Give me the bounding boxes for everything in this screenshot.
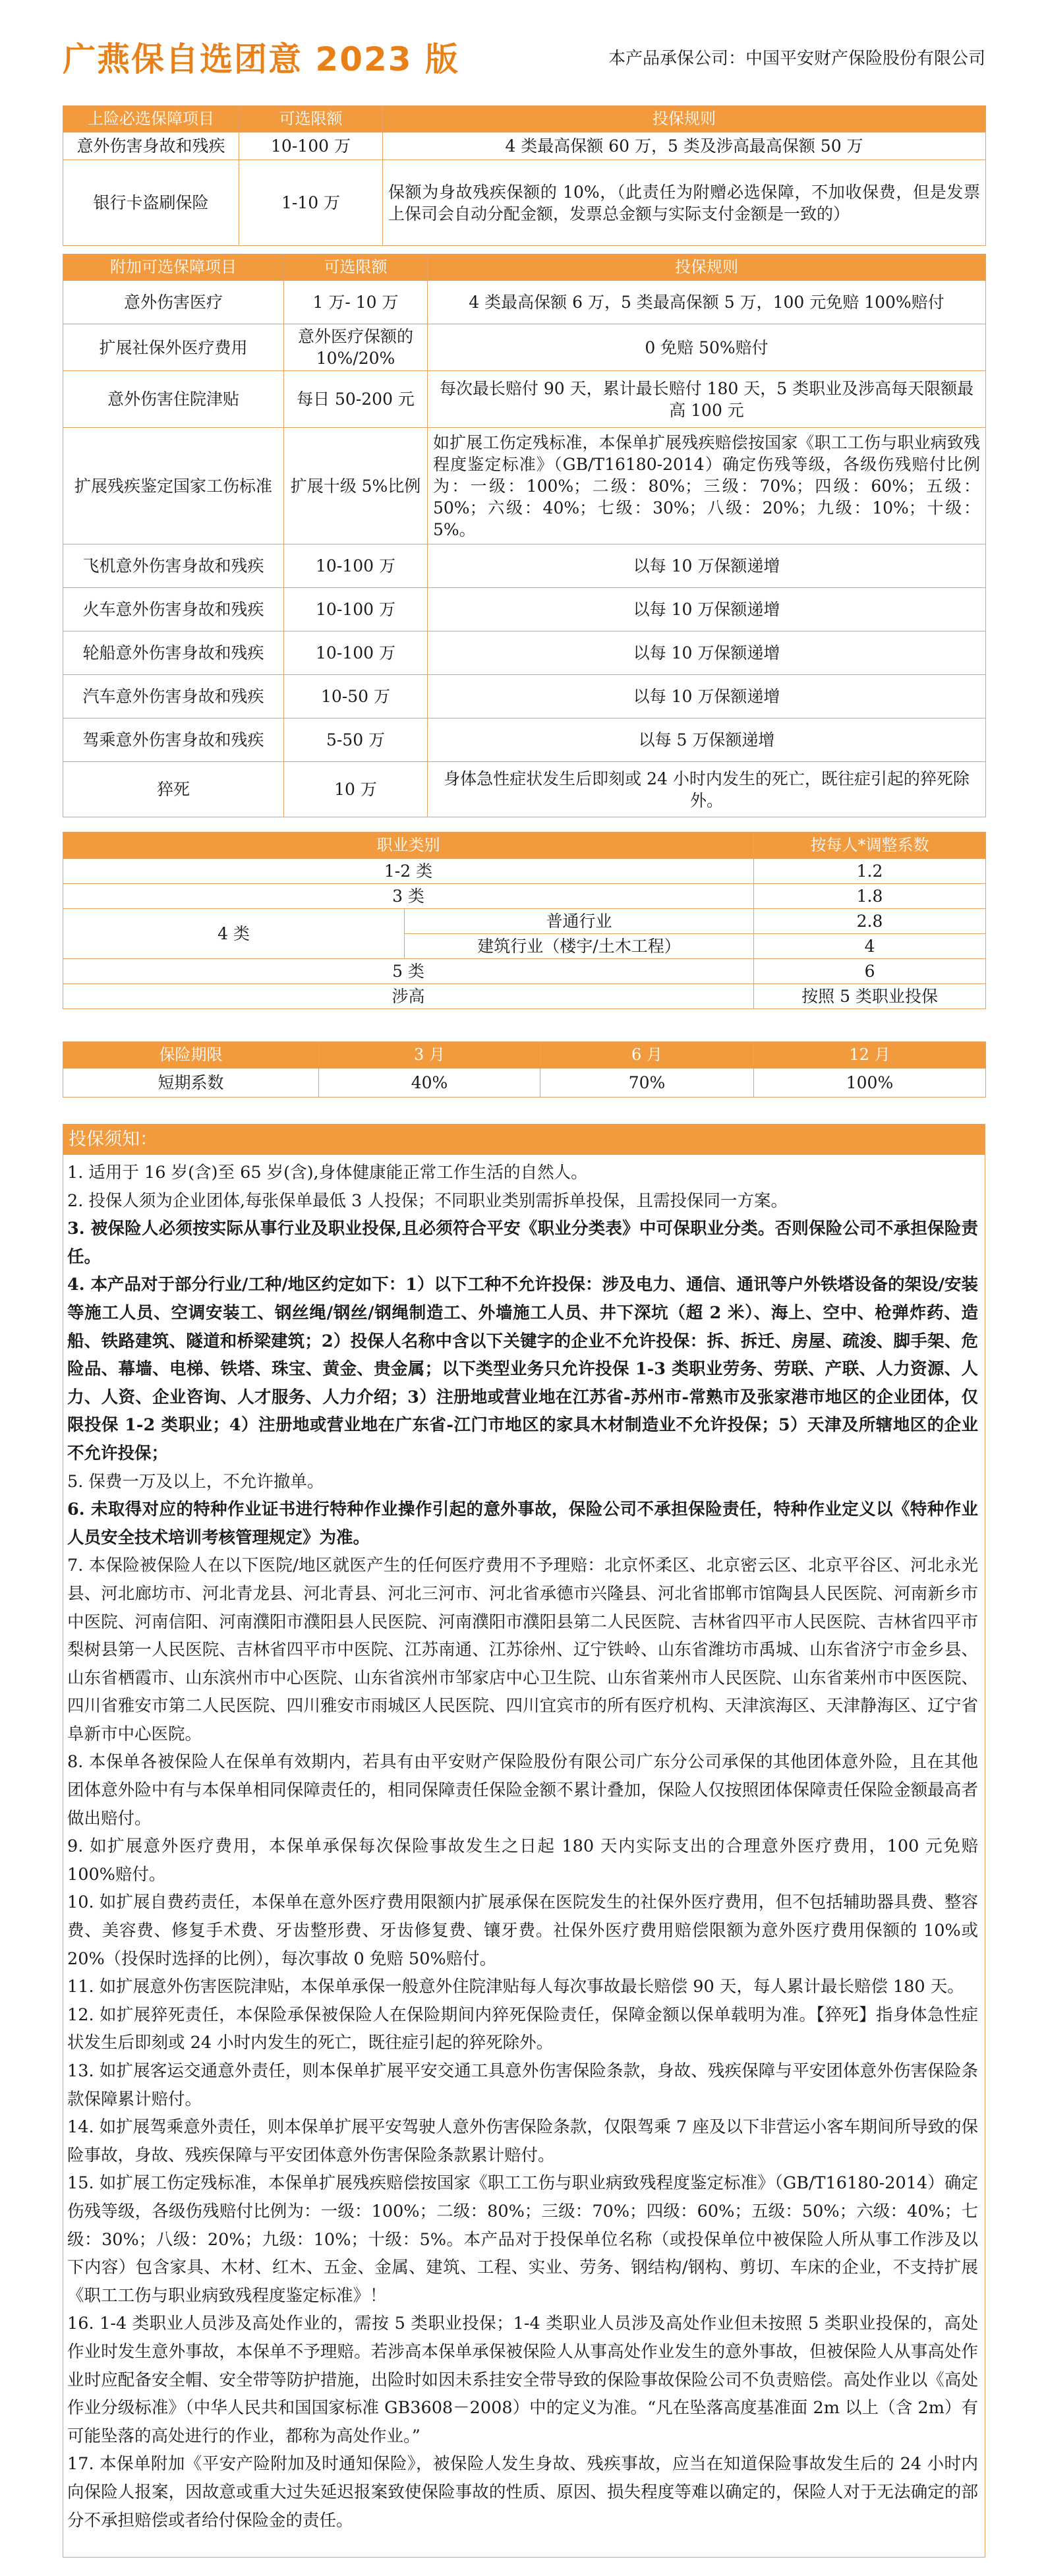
- occupation-class-table: [63, 832, 986, 1009]
- coverage-item: 火车意外伤害身故和残疾: [63, 588, 284, 631]
- coefficient: 4: [754, 934, 986, 959]
- coverage-rule: 以每 10 万保额递增: [428, 675, 986, 718]
- table-row: [63, 762, 986, 817]
- coverage-limit: 10 万: [284, 762, 428, 817]
- table-row: [63, 718, 986, 762]
- coverage-item: 汽车意外伤害身故和残疾: [63, 675, 284, 718]
- coverage-limit: 每日 50-200 元: [284, 371, 428, 428]
- column-header: 3 月: [319, 1042, 540, 1068]
- coverage-limit: 10-100 万: [284, 544, 428, 588]
- table-row: [63, 631, 986, 675]
- coverage-rule: 每次最长赔付 90 天，累计最长赔付 180 天，5 类职业及涉高每天限额最高 100 元: [428, 371, 986, 428]
- table-row: [63, 675, 986, 718]
- coverage-limit: 10-100 万: [284, 588, 428, 631]
- coefficient: 1.2: [754, 859, 986, 884]
- coverage-item: 飞机意外伤害身故和残疾: [63, 544, 284, 588]
- column-header: 可选限额: [239, 106, 383, 132]
- table-row: [63, 324, 986, 371]
- coverage-limit: 意外医疗保额的 10%/20%: [284, 324, 428, 371]
- coverage-rule: 如扩展工伤定残标准，本保单扩展残疾赔偿按国家《职工工伤与职业病致残程度鉴定标准》（GB/T16180-2014）确定伤残等级，各级伤残赔付比例为：一级：100%；二级：80%；三级：70%；四级：60%；五级：50%；六级：40%；七级：30%；八级：20%；九级：10%；十级：5%。: [428, 428, 986, 544]
- table-row: [63, 588, 986, 631]
- coverage-item: 扩展社保外医疗费用: [63, 324, 284, 371]
- coverage-limit: 1 万- 10 万: [284, 281, 428, 324]
- period-coefficient: 40%: [319, 1068, 540, 1098]
- coverage-rule: 4 类最高保额 6 万，5 类最高保额 5 万，100 元免赔 100%赔付: [428, 281, 986, 324]
- occupation-class: 3 类: [63, 884, 754, 909]
- column-header: 6 月: [540, 1042, 754, 1068]
- column-header: 职业类别: [63, 833, 754, 859]
- notice-item: 5. 保费一万及以上，不允许撤单。: [67, 1471, 324, 1492]
- column-header: 保险期限: [63, 1042, 319, 1068]
- coverage-limit: 5-50 万: [284, 718, 428, 762]
- notice-item: 6. 未取得对应的特种作业证书进行特种作业操作引起的意外事故，保险公司不承担保险责任，特种作业定义以《特种作业人员安全技术培训考核管理规定》为准。: [67, 1500, 978, 1548]
- coverage-rule: 保额为身故残疾保额的 10%，（此责任为附赠必选保障，不加收保费，但是发票上保司会自动分配金额，发票总金额与实际支付金额是一致的）: [383, 160, 986, 246]
- notice-item: 13. 如扩展客运交通意外责任，则本保单扩展平安交通工具意外伤害保险条款，身故、残疾保障与平安团体意外伤害保险条款保障累计赔付。: [67, 2061, 978, 2109]
- occupation-class: 4 类: [63, 909, 405, 959]
- coverage-rule: 0 免赔 50%赔付: [428, 324, 986, 371]
- table-row: [63, 1068, 986, 1098]
- coverage-rule: 以每 10 万保额递增: [428, 631, 986, 675]
- notice-body: [63, 1155, 985, 2534]
- notice-item: 17. 本保单附加《平安产险附加及时通知保险》，被保险人发生身故、残疾事故，应当在知道保险事故发生后的 24 小时内向保险人报案，因故意或重大过失延迟报案致使保险事故的性质、原因、损失程度等难以确定的，保险人对于无法确定的部分不承担赔偿或者给付保险金的责任。: [67, 2454, 978, 2531]
- industry-type: 建筑行业（楼宇/土木工程）: [405, 934, 754, 959]
- occupation-class: 涉高: [63, 984, 754, 1009]
- column-header: 12 月: [754, 1042, 986, 1068]
- table-row: [63, 371, 986, 428]
- insurance-notice: [63, 1124, 985, 2558]
- coverage-limit: 10-100 万: [239, 132, 383, 160]
- table-row: [63, 132, 986, 160]
- coverage-item: 银行卡盗刷保险: [63, 160, 239, 246]
- notice-item: 7. 本保险被保险人在以下医院/地区就医产生的任何医疗费用不予理赔：北京怀柔区、北京密云区、北京平谷区、河北永光县、河北廊坊市、河北青龙县、河北青县、河北三河市、河北省承德市兴隆县、河北省邯郸市馆陶县人民医院、河南新乡市中医院、河南信阳、河南濮阳市濮阳县人民医院、河南濮阳市濮阳县第二人民医院、吉林省四平市人民医院、吉林省四平市梨树县第一人民医院、吉林省四平市中医院、江苏南通、江苏徐州、辽宁铁岭、山东省潍坊市禹城、山东省济宁市金乡县、山东省栖霞市、山东滨州市中心医院、山东省滨州市邹家店中心卫生院、山东省莱州市人民医院、山东省莱州市中医医院、四川省雅安市第二人民医院、四川雅安市雨城区人民医院、四川宜宾市的所有医疗机构、天津滨海区、天津静海区、辽宁省阜新市中心医院。: [67, 1556, 978, 1744]
- column-header: 按每人*调整系数: [754, 833, 986, 859]
- table-header-row: [63, 1042, 986, 1068]
- optional-coverage-table: [63, 254, 986, 817]
- notice-heading: 投保须知：: [63, 1125, 985, 1155]
- notice-item: 9. 如扩展意外医疗费用，本保单承保每次保险事故发生之日起 180 天内实际支出的合理意外医疗费用，100 元免赔 100%赔付。: [67, 1836, 978, 1885]
- table-row: [63, 160, 986, 246]
- occupation-class: 1-2 类: [63, 859, 754, 884]
- table-header-row: [63, 254, 986, 281]
- period-label: 短期系数: [63, 1068, 319, 1098]
- coverage-rule: 以每 10 万保额递增: [428, 588, 986, 631]
- column-header: 可选限额: [284, 254, 428, 281]
- coverage-item: 猝死: [63, 762, 284, 817]
- coverage-limit: 1-10 万: [239, 160, 383, 246]
- table-row: [63, 909, 986, 934]
- table-header-row: [63, 106, 986, 132]
- table-row: [63, 544, 986, 588]
- table-row: [63, 984, 986, 1009]
- period-coefficient: 70%: [540, 1068, 754, 1098]
- notice-item: 3. 被保险人必须按实际从事行业及职业投保,且必须符合平安《职业分类表》中可保职业分类。否则保险公司不承担保险责任。: [67, 1219, 978, 1267]
- notice-item: 4. 本产品对于部分行业/工种/地区约定如下：1）以下工种不允许投保：涉及电力、通信、通讯等户外铁塔设备的架设/安装等施工人员、空调安装工、钢丝绳/钢丝/钢绳制造工、外墙施工人员、井下深坑（超 2 米）、海上、空中、枪弹炸药、造船、铁路建筑、隧道和桥梁建筑；2）投保人名称中含以下关键字的企业不允许投保：拆、拆迁、房屋、疏浚、脚手架、危险品、幕墙、电梯、铁塔、珠宝、黄金、贵金属；以下类型业务只允许投保 1-3 类职业劳务、劳联、产联、人力资源、人力、人资、企业咨询、人才服务、人力介绍；3）注册地或营业地在江苏省-苏州市-常熟市及张家港市地区的企业团体，仅限投保 1-2 类职业；4）注册地或营业地在广东省-江门市地区的家具木材制造业不允许投保；5）天津及所辖地区的企业不允许投保；: [67, 1275, 978, 1463]
- coverage-limit: 扩展十级 5%比例: [284, 428, 428, 544]
- column-header: 投保规则: [428, 254, 986, 281]
- period-coefficient: 100%: [754, 1068, 986, 1098]
- table-row: [63, 428, 986, 544]
- coverage-limit: 10-50 万: [284, 675, 428, 718]
- coverage-limit: 10-100 万: [284, 631, 428, 675]
- coverage-item: 扩展残疾鉴定国家工伤标准: [63, 428, 284, 544]
- coverage-item: 轮船意外伤害身故和残疾: [63, 631, 284, 675]
- column-header: 上险必选保障项目: [63, 106, 239, 132]
- notice-item: 15. 如扩展工伤定残标准，本保单扩展残疾赔偿按国家《职工工伤与职业病致残程度鉴定标准》（GB/T16180-2014）确定伤残等级，各级伤残赔付比例为：一级：100%；二级：80%；三级：70%；四级：60%；五级：50%；六级：40%；七级：30%；八级：20%；九级：10%；十级：5%。本产品对于投保单位名称（或投保单位中被保险人所从事工作涉及以下内容）包含家具、木材、红木、五金、金属、建筑、工程、实业、劳务、钢结构/钢构、剪切、车床的企业，不支持扩展《职工工伤与职业病致残程度鉴定标准》！: [67, 2173, 978, 2306]
- product-title: 广燕保自选团意 2023 版: [63, 40, 459, 78]
- coefficient: 2.8: [754, 909, 986, 934]
- table-row: [63, 959, 986, 984]
- coverage-item: 意外伤害医疗: [63, 281, 284, 324]
- coefficient: 6: [754, 959, 986, 984]
- coverage-rule: 以每 10 万保额递增: [428, 544, 986, 588]
- coefficient: 按照 5 类职业投保: [754, 984, 986, 1009]
- notice-item: 16. 1-4 类职业人员涉及高处作业的，需按 5 类职业投保；1-4 类职业人员涉及高处作业但未按照 5 类职业投保的，高处作业时发生意外事故，本保单不予理赔。若涉高本保单承保被保险人从事高处作业发生的意外事故，但被保险人从事高处作业时应配备安全帽、安全带等防护措施，出险时如因未系挂安全带导致的保险事故保险公司不负责赔偿。高处作业以《高处作业分级标准》（中华人民共和国国家标准 GB3608－2008）中的定义为准。“凡在坠落高度基准面 2m 以上（含 2m）有可能坠落的高处进行的作业，都称为高处作业。”: [67, 2314, 978, 2446]
- table-row: [63, 281, 986, 324]
- coverage-item: 意外伤害身故和残疾: [63, 132, 239, 160]
- coverage-rule: 身体急性症状发生后即刻或 24 小时内发生的死亡，既往症引起的猝死除外。: [428, 762, 986, 817]
- notice-item: 1. 适用于 16 岁(含)至 65 岁(含),身体健康能正常工作生活的自然人。: [67, 1163, 588, 1183]
- notice-item: 11. 如扩展意外伤害医院津贴，本保单承保一般意外住院津贴每人每次事故最长赔偿 90 天，每人累计最长赔偿 180 天。: [67, 1977, 964, 1997]
- coverage-rule: 4 类最高保额 60 万，5 类及涉高最高保额 50 万: [383, 132, 986, 160]
- table-row: [63, 884, 986, 909]
- coefficient: 1.8: [754, 884, 986, 909]
- insurance-period-table: [63, 1041, 986, 1098]
- notice-item: 8. 本保单各被保险人在保单有效期内，若具有由平安财产保险股份有限公司广东分公司承保的其他团体意外险，且在其他团体意外险中有与本保单相同保障责任的，相同保障责任保险金额不累计叠加，保险人仅按照团体保障责任保险金额最高者做出赔付。: [67, 1752, 978, 1829]
- notice-item: 12. 如扩展猝死责任，本保险承保被保险人在保险期间内猝死保险责任，保障金额以保单载明为准。【猝死】指身体急性症状发生后即刻或 24 小时内发生的死亡，既往症引起的猝死除外。: [67, 2005, 978, 2053]
- table-header-row: [63, 833, 986, 859]
- column-header: 附加可选保障项目: [63, 254, 284, 281]
- notice-item: 2. 投保人须为企业团体,每张保单最低 3 人投保；不同职业类别需拆单投保，且需投保同一方案。: [67, 1190, 788, 1211]
- notice-item: 10. 如扩展自费药责任，本保单在意外医疗费用限额内扩展承保在医院发生的社保外医疗费用，但不包括辅助器具费、整容费、美容费、修复手术费、牙齿整形费、牙齿修复费、镶牙费。社保外医疗费用赔偿限额为意外医疗费用保额的 10%或 20%（投保时选择的比例），每次事故 0 免赔 50%赔付。: [67, 1892, 978, 1969]
- header: [63, 20, 985, 86]
- insurer-name: 本产品承保公司：中国平安财产保险股份有限公司: [608, 49, 985, 69]
- table-row: [63, 859, 986, 884]
- occupation-class: 5 类: [63, 959, 754, 984]
- column-header: 投保规则: [383, 106, 986, 132]
- coverage-item: 驾乘意外伤害身故和残疾: [63, 718, 284, 762]
- required-coverage-table: [63, 105, 986, 246]
- industry-type: 普通行业: [405, 909, 754, 934]
- coverage-item: 意外伤害住院津贴: [63, 371, 284, 428]
- coverage-rule: 以每 5 万保额递增: [428, 718, 986, 762]
- notice-item: 14. 如扩展驾乘意外责任，则本保单扩展平安驾驶人意外伤害保险条款，仅限驾乘 7 座及以下非营运小客车期间所导致的保险事故，身故、残疾保障与平安团体意外伤害保险条款累计赔付。: [67, 2117, 978, 2165]
